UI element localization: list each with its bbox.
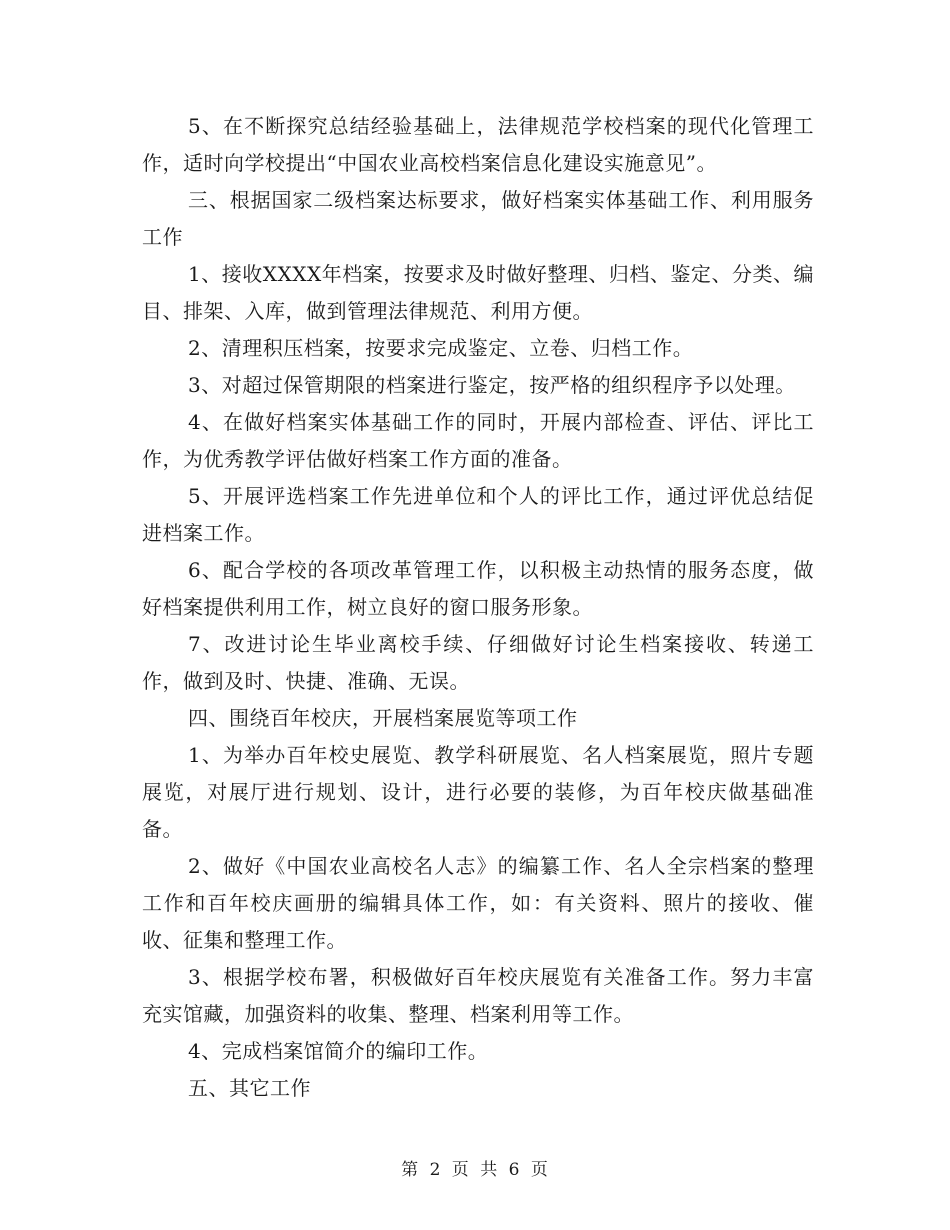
paragraph-item-7-graduates: 7、改进讨论生毕业离校手续、仔细做好讨论生档案接收、转递工作，做到及时、快捷、准确、无误。 [142,632,814,693]
paragraph-item-2-compilation: 2、做好《中国农业高校名人志》的编纂工作、名人全宗档案的整理工作和百年校庆画册的编辑具体工作，如：有关资料、照片的接收、催收、征集和整理工作。 [142,854,814,952]
paragraph-item-4-inspection: 4、在做好档案实体基础工作的同时，开展内部检查、评估、评比工作，为优秀教学评估做好档案工作方面的准备。 [142,410,814,471]
document-body [142,108,814,1107]
paragraph-item-6-reform: 6、配合学校的各项改革管理工作，以积极主动热情的服务态度，做好档案提供利用工作，树立良好的窗口服务形象。 [142,558,814,619]
paragraph-item-5-modernization: 5、在不断探究总结经验基础上，法律规范学校档案的现代化管理工作，适时向学校提出“中国农业高校档案信息化建设实施意见”。 [142,114,814,175]
paragraph-item-1-receive: 1、接收XXXX年档案，按要求及时做好整理、归档、鉴定、分类、编目、排架、入库，做到管理法律规范、利用方便。 [142,262,814,323]
paragraph-item-5-selection: 5、开展评选档案工作先进单位和个人的评比工作，通过评优总结促进档案工作。 [142,484,814,545]
paragraph-item-1-exhibitions: 1、为举办百年校史展览、教学科研展览、名人档案展览，照片专题展览，对展厅进行规划、设计，进行必要的装修，为百年校庆做基础准备。 [142,743,814,841]
section-heading-5: 五、其它工作 [188,1076,311,1100]
section-heading-3: 三、根据国家二级档案达标要求，做好档案实体基础工作、利用服务工作 [142,188,814,249]
paragraph-item-3-preparation: 3、根据学校布署，积极做好百年校庆展览有关准备工作。努力丰富充实馆藏，加强资料的收集、整理、档案利用等工作。 [142,965,814,1026]
page-number-footer: 第 2 页 共 6 页 [401,1160,549,1180]
paragraph-item-2-backlog: 2、清理积压档案，按要求完成鉴定、立卷、归档工作。 [188,336,694,360]
paragraph-item-4-brochure: 4、完成档案馆简介的编印工作。 [188,1039,489,1063]
section-heading-4: 四、围绕百年校庆，开展档案展览等项工作 [188,706,578,730]
paragraph-item-3-expired: 3、对超过保管期限的档案进行鉴定，按严格的组织程序予以处理。 [188,373,796,397]
